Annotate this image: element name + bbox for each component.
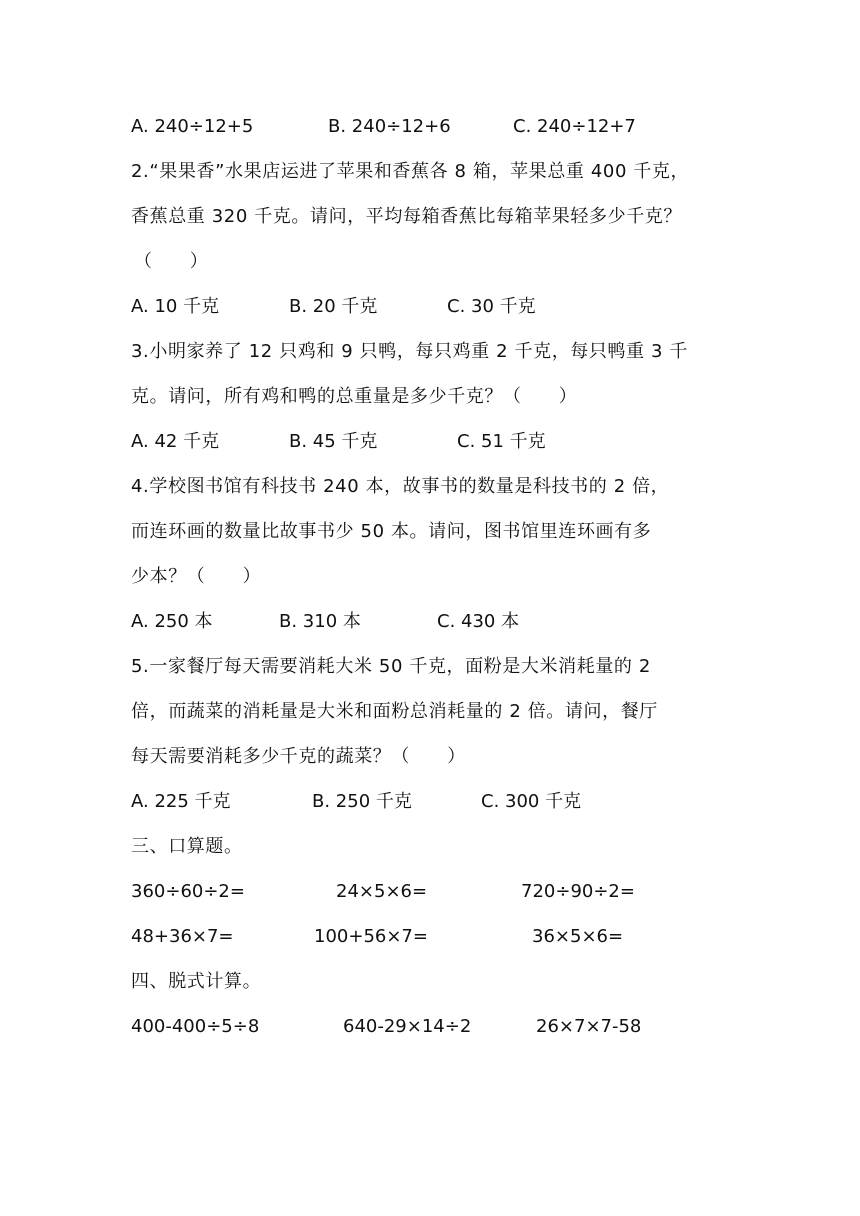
section4-heading: 四、脱式计算。 bbox=[131, 971, 262, 992]
mental-math-item: 48+36×7= bbox=[131, 926, 234, 947]
q2-option-c: C. 30 千克 bbox=[447, 296, 536, 317]
q3-text-line-1: 3.小明家养了 12 只鸡和 9 只鸭，每只鸡重 2 千克，每只鸭重 3 千 bbox=[131, 341, 689, 362]
q1-option-a: A. 240÷12+5 bbox=[131, 116, 254, 137]
mental-math-item: 24×5×6= bbox=[336, 881, 428, 902]
calculation-item: 640-29×14÷2 bbox=[343, 1016, 472, 1037]
q5-text-line-1: 5.一家餐厅每天需要消耗大米 50 千克，面粉是大米消耗量的 2 bbox=[131, 656, 651, 677]
mental-math-item: 100+56×7= bbox=[314, 926, 428, 947]
section3-heading: 三、口算题。 bbox=[131, 836, 243, 857]
mental-math-item: 360÷60÷2= bbox=[131, 881, 245, 902]
q4-option-c: C. 430 本 bbox=[437, 611, 520, 632]
q2-text-line-2: 香蕉总重 320 千克。请问，平均每箱香蕉比每箱苹果轻多少千克？ bbox=[131, 206, 682, 227]
q3-option-c: C. 51 千克 bbox=[457, 431, 546, 452]
q4-text-line-2: 而连环画的数量比故事书少 50 本。请问，图书馆里连环画有多 bbox=[131, 521, 652, 542]
q5-option-c: C. 300 千克 bbox=[481, 791, 582, 812]
q5-option-a: A. 225 千克 bbox=[131, 791, 231, 812]
q4-text-line-1: 4.学校图书馆有科技书 240 本，故事书的数量是科技书的 2 倍， bbox=[131, 476, 670, 497]
mental-math-item: 36×5×6= bbox=[532, 926, 624, 947]
q3-option-b: B. 45 千克 bbox=[289, 431, 378, 452]
q5-text-line-3: 每天需要消耗多少千克的蔬菜？（ ） bbox=[131, 746, 466, 767]
q3-option-a: A. 42 千克 bbox=[131, 431, 220, 452]
q2-answer-blank: （ ） bbox=[134, 251, 209, 272]
q5-text-line-2: 倍，而蔬菜的消耗量是大米和面粉总消耗量的 2 倍。请问，餐厅 bbox=[131, 701, 658, 722]
q1-option-c: C. 240÷12+7 bbox=[513, 116, 636, 137]
q5-option-b: B. 250 千克 bbox=[312, 791, 412, 812]
q4-text-line-3: 少本？（ ） bbox=[131, 566, 262, 587]
calculation-item: 400-400÷5÷8 bbox=[131, 1016, 260, 1037]
q2-option-a: A. 10 千克 bbox=[131, 296, 220, 317]
mental-math-item: 720÷90÷2= bbox=[521, 881, 635, 902]
q4-option-a: A. 250 本 bbox=[131, 611, 213, 632]
q1-option-b: B. 240÷12+6 bbox=[328, 116, 451, 137]
q2-option-b: B. 20 千克 bbox=[289, 296, 378, 317]
q3-text-line-2: 克。请问，所有鸡和鸭的总重量是多少千克？（ ） bbox=[131, 386, 578, 407]
q2-text-line-1: 2.“果果香”水果店运进了苹果和香蕉各 8 箱，苹果总重 400 千克， bbox=[131, 161, 690, 182]
q4-option-b: B. 310 本 bbox=[279, 611, 361, 632]
calculation-item: 26×7×7-58 bbox=[536, 1016, 642, 1037]
